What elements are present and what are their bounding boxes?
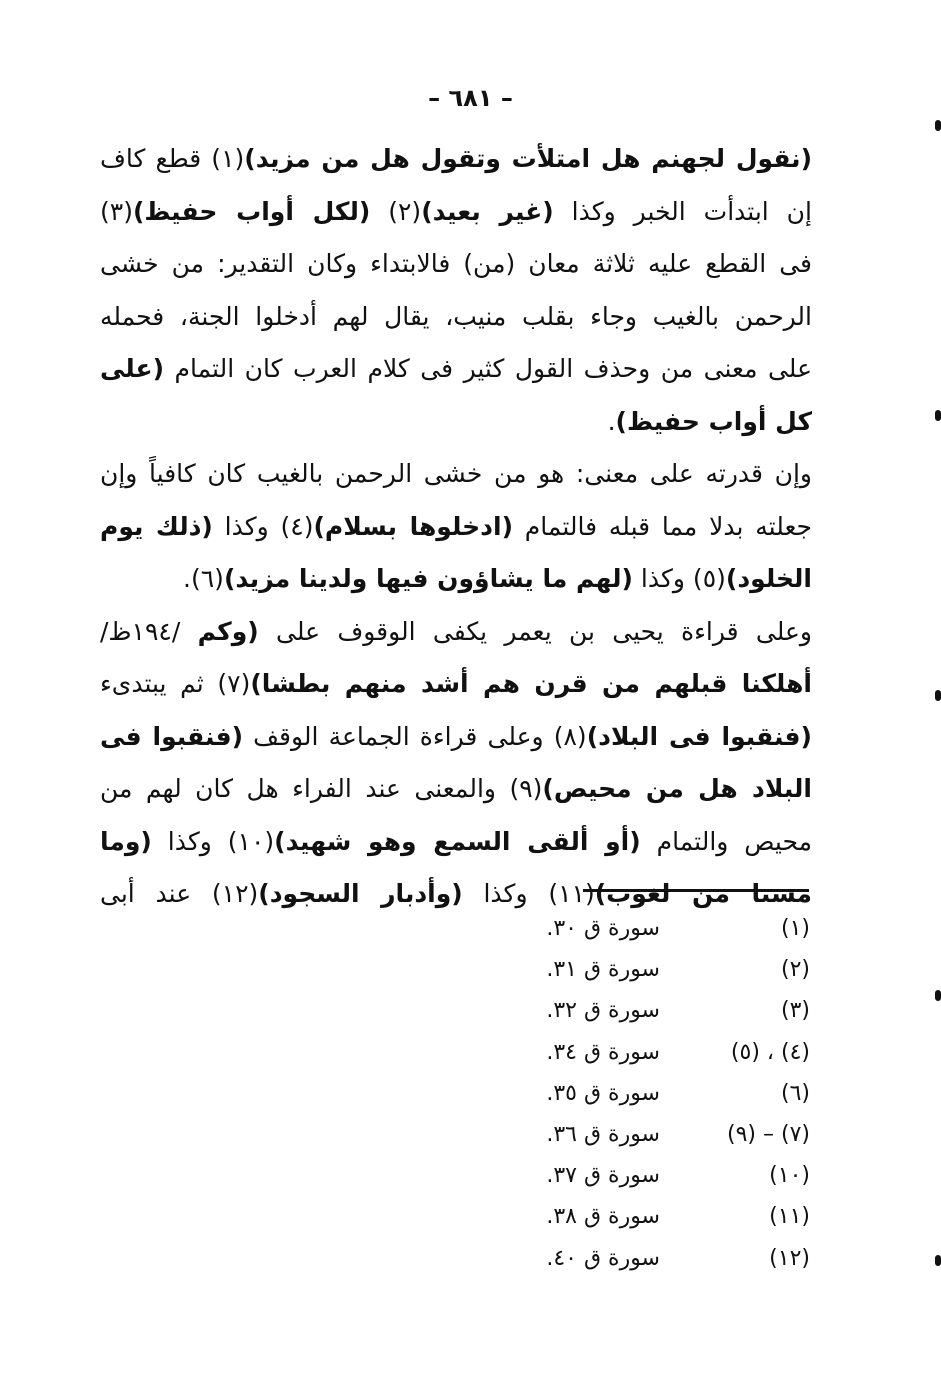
footnote-text: سورة ق ٣٠. bbox=[546, 916, 660, 941]
text-run: (١١) وكذا bbox=[462, 879, 595, 908]
margin-mark bbox=[935, 410, 941, 421]
text-line bbox=[100, 816, 812, 869]
quran-quote: (على bbox=[100, 354, 165, 383]
footnote-text: سورة ق ٣١. bbox=[546, 957, 660, 983]
text-line bbox=[100, 658, 812, 711]
text-line bbox=[100, 501, 812, 554]
margin-mark bbox=[935, 690, 941, 701]
text-run: (١) قطع كاف bbox=[100, 144, 245, 173]
footnote bbox=[480, 1115, 810, 1155]
quran-quote: أهلكنا قبلهم من قرن هم أشد منهم بطشا) bbox=[250, 669, 812, 698]
text-run: (٤) وكذا bbox=[212, 511, 314, 541]
text-run: محيص والتمام bbox=[640, 826, 812, 856]
footnote bbox=[480, 991, 810, 1031]
text-line bbox=[100, 396, 812, 449]
footnote bbox=[480, 950, 810, 990]
text-run: (٦). bbox=[183, 564, 224, 593]
quran-quote: (أو ألقى السمع وهو شهيد) bbox=[274, 826, 641, 856]
quran-quote: (وكم bbox=[197, 616, 259, 646]
text-line bbox=[100, 133, 812, 186]
footnote-ref: (٢) bbox=[780, 957, 810, 983]
text-run: (٧) ثم يبتدىء bbox=[100, 669, 251, 698]
footnote bbox=[480, 909, 810, 949]
text-run: فى القطع عليه ثلاثة معان (من) فالابتداء وكان التقدير: من خشى bbox=[100, 249, 812, 278]
text-line bbox=[100, 186, 812, 239]
footnote-ref: (١٠) bbox=[769, 1163, 810, 1189]
footnote-ref: (١) bbox=[780, 916, 810, 941]
text-run: إن ابتدأت الخبر وكذا bbox=[553, 196, 812, 226]
text-run: وإن قدرته على معنى: هو من خشى الرحمن بالغيب كان كافياً وإن bbox=[100, 459, 812, 488]
quran-quote: (وأدبار السجود) bbox=[258, 879, 463, 908]
quran-quote: (لكل أواب حفيظ) bbox=[132, 196, 371, 226]
footnote-text: سورة ق ٣٤. bbox=[546, 1039, 660, 1065]
footnote-text: سورة ق ٣٨. bbox=[546, 1204, 660, 1230]
text-run: . bbox=[607, 406, 616, 436]
footnote-ref: (٣) bbox=[780, 998, 810, 1024]
quran-quote: مسنا من لغوب) bbox=[594, 879, 812, 908]
footnote-text: سورة ق ٤٠. bbox=[546, 1245, 660, 1271]
footnote-ref: (٧) – (٩) bbox=[727, 1122, 810, 1147]
quran-quote: كل أواب حفيظ) bbox=[615, 406, 812, 436]
footnote-ref: (٦) bbox=[780, 1080, 810, 1106]
text-line bbox=[100, 606, 812, 659]
text-line bbox=[100, 238, 812, 291]
text-run: /١٩٤ظ/ bbox=[100, 616, 198, 646]
quran-quote: (نقول لجهنم هل امتلأت وتقول هل من مزيد) bbox=[244, 144, 812, 173]
text-line bbox=[100, 553, 812, 606]
quran-quote: (غير بعيد) bbox=[421, 196, 554, 226]
text-run: على معنى من وحذف القول كثير فى كلام العرب كان التمام bbox=[164, 354, 812, 383]
text-run: (٢) bbox=[370, 196, 422, 226]
text-run: الرحمن بالغيب وجاء بقلب منيب، يقال لهم أدخلوا الجنة، فحمله bbox=[100, 301, 812, 331]
quran-quote: (ذلك يوم bbox=[100, 511, 213, 541]
footnote-text: سورة ق ٣٢. bbox=[546, 998, 660, 1024]
footnote bbox=[480, 1074, 810, 1114]
footnote-text: سورة ق ٣٧. bbox=[546, 1163, 660, 1189]
quran-quote: (لهم ما يشاؤون فيها ولدينا مزيد) bbox=[223, 564, 633, 593]
body-text bbox=[100, 133, 812, 921]
text-run: (٩) والمعنى عند الفراء هل كان لهم من bbox=[100, 774, 543, 803]
quran-quote: (وما bbox=[100, 826, 152, 856]
text-line bbox=[100, 448, 812, 501]
footnote bbox=[480, 1033, 810, 1073]
quran-quote: (فنقبوا فى bbox=[100, 721, 243, 751]
text-run: (١٠) وكذا bbox=[151, 826, 275, 856]
footnote-ref: (١١) bbox=[769, 1204, 810, 1230]
page-number: – ٦٨١ – bbox=[428, 84, 513, 112]
footnote-text: سورة ق ٣٦. bbox=[546, 1122, 660, 1147]
quran-quote: البلاد هل من محيص) bbox=[542, 774, 812, 803]
footnote bbox=[480, 1156, 810, 1196]
text-run: (٨) وعلى قراءة الجماعة الوقف bbox=[243, 721, 587, 751]
text-line bbox=[100, 711, 812, 764]
footnote-text: سورة ق ٣٥. bbox=[546, 1080, 660, 1106]
footnote bbox=[480, 1197, 810, 1237]
text-run: وعلى قراءة يحيى بن يعمر يكفى الوقوف على bbox=[258, 616, 812, 646]
text-run: (١٢) عند أبى bbox=[100, 879, 259, 908]
text-run: (٣) bbox=[100, 196, 133, 226]
text-line bbox=[100, 343, 812, 396]
footnote-ref: (١٢) bbox=[769, 1245, 810, 1271]
text-run: (٥) وكذا bbox=[632, 564, 726, 593]
text-line bbox=[100, 291, 812, 344]
quran-quote: (ادخلوها بسلام) bbox=[313, 511, 514, 541]
margin-mark bbox=[935, 120, 941, 131]
margin-mark bbox=[935, 990, 941, 1001]
text-line bbox=[100, 763, 812, 816]
footnote-ref: (٤) ، (٥) bbox=[730, 1039, 810, 1065]
footnote-divider bbox=[583, 889, 809, 892]
footnote bbox=[480, 1239, 810, 1279]
text-run: جعلته بدلا مما قبله فالتمام bbox=[513, 511, 812, 541]
quran-quote: الخلود) bbox=[725, 564, 812, 593]
quran-quote: (فنقبوا فى البلاد) bbox=[586, 721, 812, 751]
margin-mark bbox=[935, 1255, 941, 1266]
